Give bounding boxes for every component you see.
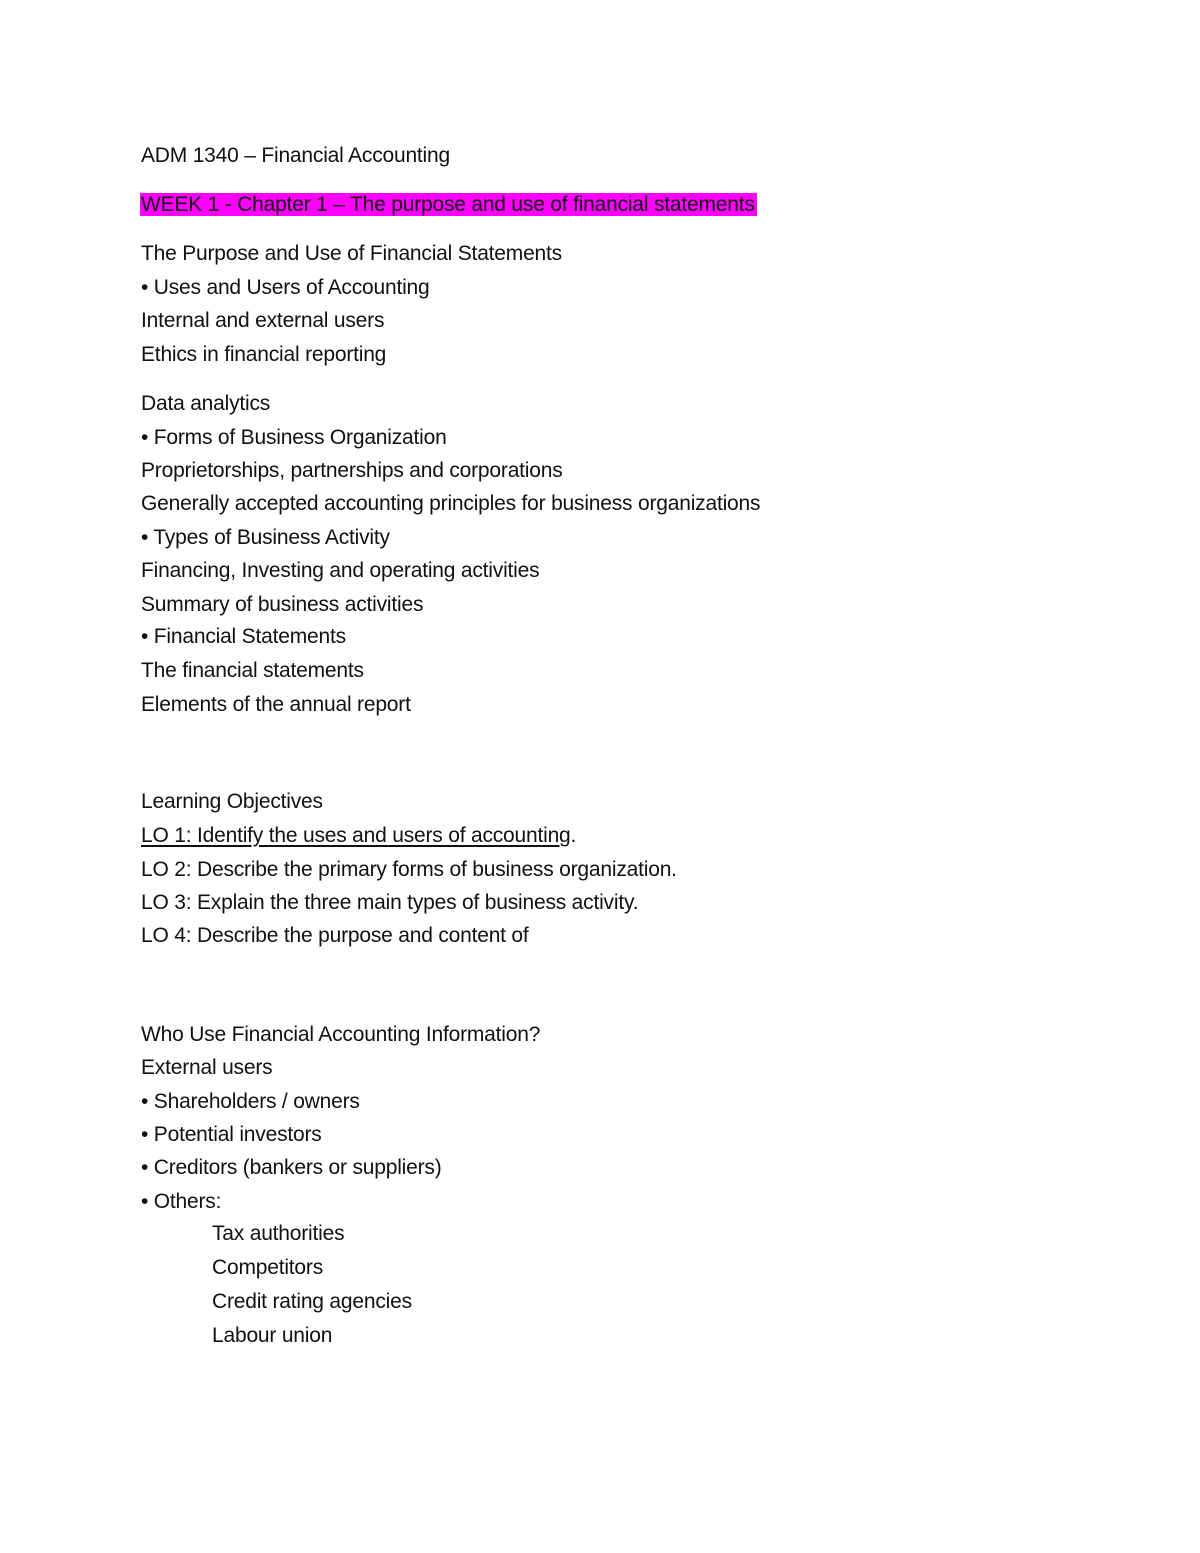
outline-item: Elements of the annual report <box>141 693 411 716</box>
week-heading-highlighted: WEEK 1 - Chapter 1 – The purpose and use of financial statements <box>141 193 755 216</box>
outline-item: Summary of business activities <box>141 593 424 616</box>
outline-item: • Financial Statements <box>141 625 346 648</box>
outline-title: The Purpose and Use of Financial Statements <box>141 242 562 265</box>
other-user-item: Credit rating agencies <box>212 1290 412 1313</box>
users-item: • Others: <box>141 1190 222 1213</box>
outline-item: Ethics in financial reporting <box>141 343 387 366</box>
learning-objective: LO 2: Describe the primary forms of business organization. <box>141 858 677 881</box>
other-user-item: Tax authorities <box>212 1222 345 1245</box>
learning-objective-1-suffix: . <box>570 824 577 847</box>
learning-objective: LO 3: Explain the three main types of business activity. <box>141 891 639 914</box>
other-user-item: Labour union <box>212 1324 333 1347</box>
outline-item: • Types of Business Activity <box>141 526 390 549</box>
users-title: Who Use Financial Accounting Information? <box>141 1023 541 1046</box>
other-user-item: Competitors <box>212 1256 324 1279</box>
users-subtitle: External users <box>141 1056 273 1079</box>
users-item: • Potential investors <box>141 1123 322 1146</box>
learning-objectives-title: Learning Objectives <box>141 790 323 813</box>
course-title: ADM 1340 – Financial Accounting <box>141 144 450 167</box>
learning-objective: LO 4: Describe the purpose and content of <box>141 924 529 947</box>
outline-item: Financing, Investing and operating activities <box>141 559 540 582</box>
outline-item: Internal and external users <box>141 309 385 332</box>
week-heading-line <box>141 192 757 218</box>
learning-objective-1 <box>141 823 576 849</box>
outline-item: • Forms of Business Organization <box>141 426 447 449</box>
learning-objective-1-underlined: LO 1: Identify the uses and users of accounting <box>141 824 571 847</box>
outline-item: Generally accepted accounting principles for business organizations <box>141 492 761 515</box>
users-item: • Creditors (bankers or suppliers) <box>141 1156 442 1179</box>
outline-item: • Uses and Users of Accounting <box>141 276 430 299</box>
users-item: • Shareholders / owners <box>141 1090 360 1113</box>
outline-item: The financial statements <box>141 659 364 682</box>
outline-item: Data analytics <box>141 392 271 415</box>
outline-item: Proprietorships, partnerships and corporations <box>141 459 563 482</box>
